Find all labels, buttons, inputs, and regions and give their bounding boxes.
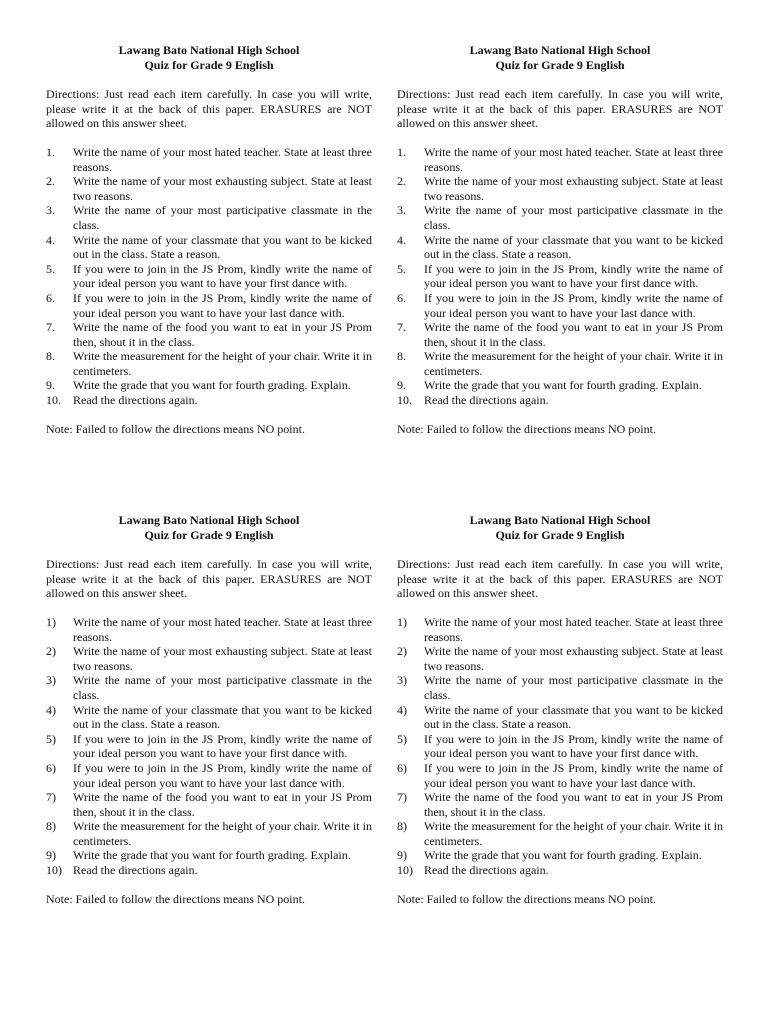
quiz-item [397,145,723,174]
item-number: 7. [397,320,406,335]
item-number: 8) [397,819,407,834]
item-text: Write the name of your most participative classmate in the class. [424,673,723,702]
item-number: 1. [397,144,406,159]
quiz-item [46,615,372,644]
item-text: Write the name of your most hated teacher. State at least three reasons. [424,614,723,644]
quiz-item [46,761,372,790]
item-text: Write the name of your classmate that you want to be kicked out in the class. State a reason. [73,232,372,262]
quiz-item [397,732,723,761]
item-text: Read the directions again. [73,393,198,408]
item-number: 2) [397,644,407,659]
quiz-item [46,233,372,262]
directions-text: Directions: Just read each item carefully. In case you will write, please write it at the back of this paper. ERASURES are NOT allowed on this answer sheet. [397,557,723,601]
quiz-sheet-top-right [397,43,723,436]
item-number: 3) [397,673,407,688]
item-number: 4. [397,232,406,247]
item-text: Read the directions again. [424,863,549,878]
quiz-item [397,615,723,644]
item-text: Write the measurement for the height of your chair. Write it in centimeters. [424,819,723,848]
quiz-item [46,673,372,702]
item-number: 7) [397,790,407,805]
item-number: 10) [46,863,62,878]
note-text: Note: Failed to follow the directions means NO point. [46,891,305,906]
item-text: Write the measurement for the height of your chair. Write it in centimeters. [73,349,372,378]
quiz-item [46,378,372,393]
item-number: 2. [46,174,55,189]
quiz-item [397,761,723,790]
item-number: 5) [397,731,407,746]
item-text: Write the name of the food you want to eat in your JS Prom then, shout it in the class. [73,790,372,819]
item-text: Write the name of your most hated teacher. State at least three reasons. [73,614,372,644]
item-text: If you were to join in the JS Prom, kindly write the name of your ideal person you want to have your first dance with. [73,731,372,761]
item-number: 2. [397,174,406,189]
item-number: 1) [397,614,407,629]
quiz-item [397,349,723,378]
item-number: 7. [46,320,55,335]
quiz-sheet-top-left [46,43,372,436]
item-number: 6) [397,760,407,775]
item-number: 4. [46,232,55,247]
quiz-items [46,615,372,878]
item-text: Write the name of your classmate that you want to be kicked out in the class. State a reason. [424,702,723,732]
quiz-item [46,145,372,174]
quiz-item [46,320,372,349]
quiz-title: Quiz for Grade 9 English [495,57,625,72]
quiz-item [397,378,723,393]
item-text: Write the measurement for the height of your chair. Write it in centimeters. [424,349,723,378]
quiz-item [397,320,723,349]
quiz-item [397,233,723,262]
quiz-items [397,145,723,408]
quiz-sheet-bottom-right [397,513,723,906]
item-text: Write the grade that you want for fourth grading. Explain. [73,378,351,393]
item-text: Write the name of your most participative classmate in the class. [73,673,372,702]
note-text: Note: Failed to follow the directions means NO point. [397,421,656,436]
item-number: 3. [397,203,406,218]
quiz-item [397,848,723,863]
item-number: 10) [397,863,413,878]
quiz-item [397,174,723,203]
directions-text: Directions: Just read each item carefully. In case you will write, please write it at the back of this paper. ERASURES are NOT allowed on this answer sheet. [397,87,723,131]
item-text: Write the measurement for the height of your chair. Write it in centimeters. [73,819,372,848]
quiz-item [397,262,723,291]
item-number: 5. [46,261,55,276]
item-text: Write the name of the food you want to eat in your JS Prom then, shout it in the class. [424,790,723,819]
item-text: Write the name of the food you want to eat in your JS Prom then, shout it in the class. [424,320,723,349]
quiz-title: Quiz for Grade 9 English [495,527,625,542]
item-text: Write the name of your classmate that you want to be kicked out in the class. State a reason. [73,702,372,732]
item-text: Write the grade that you want for fourth grading. Explain. [73,848,351,863]
item-text: If you were to join in the JS Prom, kindly write the name of your ideal person you want to have your last dance with. [73,290,372,320]
school-name: Lawang Bato National High School [469,513,651,527]
quiz-item [46,262,372,291]
quiz-item [397,644,723,673]
item-text: Write the name of your most participative classmate in the class. [424,203,723,232]
school-name: Lawang Bato National High School [469,43,651,57]
note-text: Note: Failed to follow the directions means NO point. [46,421,305,436]
quiz-items [46,145,372,408]
quiz-title: Quiz for Grade 9 English [144,57,274,72]
directions-text: Directions: Just read each item carefully. In case you will write, please write it at the back of this paper. ERASURES are NOT allowed on this answer sheet. [46,87,372,131]
item-number: 10. [397,393,412,408]
item-text: Write the name of your most participative classmate in the class. [73,203,372,232]
item-text: Read the directions again. [73,863,198,878]
quiz-item [397,703,723,732]
item-number: 3) [46,673,56,688]
item-text: If you were to join in the JS Prom, kindly write the name of your ideal person you want to have your first dance with. [73,261,372,291]
item-number: 8) [46,819,56,834]
note-text: Note: Failed to follow the directions means NO point. [397,891,656,906]
item-number: 6) [46,760,56,775]
quiz-item [46,703,372,732]
item-text: Write the name of your most exhausting subject. State at least two reasons. [73,174,372,203]
quiz-item [397,863,723,878]
item-text: Write the grade that you want for fourth grading. Explain. [424,848,702,863]
quiz-item [397,790,723,819]
quiz-item [46,848,372,863]
item-number: 9. [397,378,406,393]
item-number: 5. [397,261,406,276]
item-text: If you were to join in the JS Prom, kindly write the name of your ideal person you want to have your last dance with. [73,760,372,790]
item-number: 6. [46,290,55,305]
quiz-item [46,349,372,378]
quiz-item [46,203,372,232]
item-number: 1) [46,614,56,629]
quiz-item [46,819,372,848]
item-number: 10. [46,393,61,408]
item-text: Write the name of your most exhausting subject. State at least two reasons. [73,644,372,673]
school-name: Lawang Bato National High School [118,513,300,527]
quiz-items [397,615,723,878]
quiz-item [397,203,723,232]
item-text: Write the name of your classmate that you want to be kicked out in the class. State a reason. [424,232,723,262]
quiz-item [46,863,372,878]
item-number: 1. [46,144,55,159]
item-number: 9) [397,848,407,863]
item-number: 7) [46,790,56,805]
quiz-sheet-bottom-left [46,513,372,906]
quiz-item [46,291,372,320]
quiz-item [397,291,723,320]
item-text: Write the name of your most exhausting subject. State at least two reasons. [424,174,723,203]
item-number: 9) [46,848,56,863]
item-text: Write the name of your most exhausting subject. State at least two reasons. [424,644,723,673]
item-text: If you were to join in the JS Prom, kindly write the name of your ideal person you want to have your first dance with. [424,261,723,291]
quiz-item [46,732,372,761]
quiz-item [397,673,723,702]
item-number: 8. [397,349,406,364]
item-number: 4) [46,702,56,717]
item-number: 4) [397,702,407,717]
item-number: 3. [46,203,55,218]
school-name: Lawang Bato National High School [118,43,300,57]
quiz-title: Quiz for Grade 9 English [144,527,274,542]
item-number: 5) [46,731,56,746]
item-text: Write the name of your most hated teacher. State at least three reasons. [73,144,372,174]
item-text: If you were to join in the JS Prom, kindly write the name of your ideal person you want to have your last dance with. [424,760,723,790]
quiz-item [46,790,372,819]
item-text: Write the grade that you want for fourth grading. Explain. [424,378,702,393]
quiz-item [46,174,372,203]
item-text: If you were to join in the JS Prom, kindly write the name of your ideal person you want to have your first dance with. [424,731,723,761]
item-text: Write the name of the food you want to eat in your JS Prom then, shout it in the class. [73,320,372,349]
item-number: 6. [397,290,406,305]
item-text: If you were to join in the JS Prom, kindly write the name of your ideal person you want to have your last dance with. [424,290,723,320]
quiz-item [46,644,372,673]
item-number: 9. [46,378,55,393]
quiz-item [397,819,723,848]
quiz-item [46,393,372,408]
quiz-item [397,393,723,408]
item-number: 2) [46,644,56,659]
directions-text: Directions: Just read each item carefully. In case you will write, please write it at the back of this paper. ERASURES are NOT allowed on this answer sheet. [46,557,372,601]
item-number: 8. [46,349,55,364]
item-text: Read the directions again. [424,393,549,408]
item-text: Write the name of your most hated teacher. State at least three reasons. [424,144,723,174]
